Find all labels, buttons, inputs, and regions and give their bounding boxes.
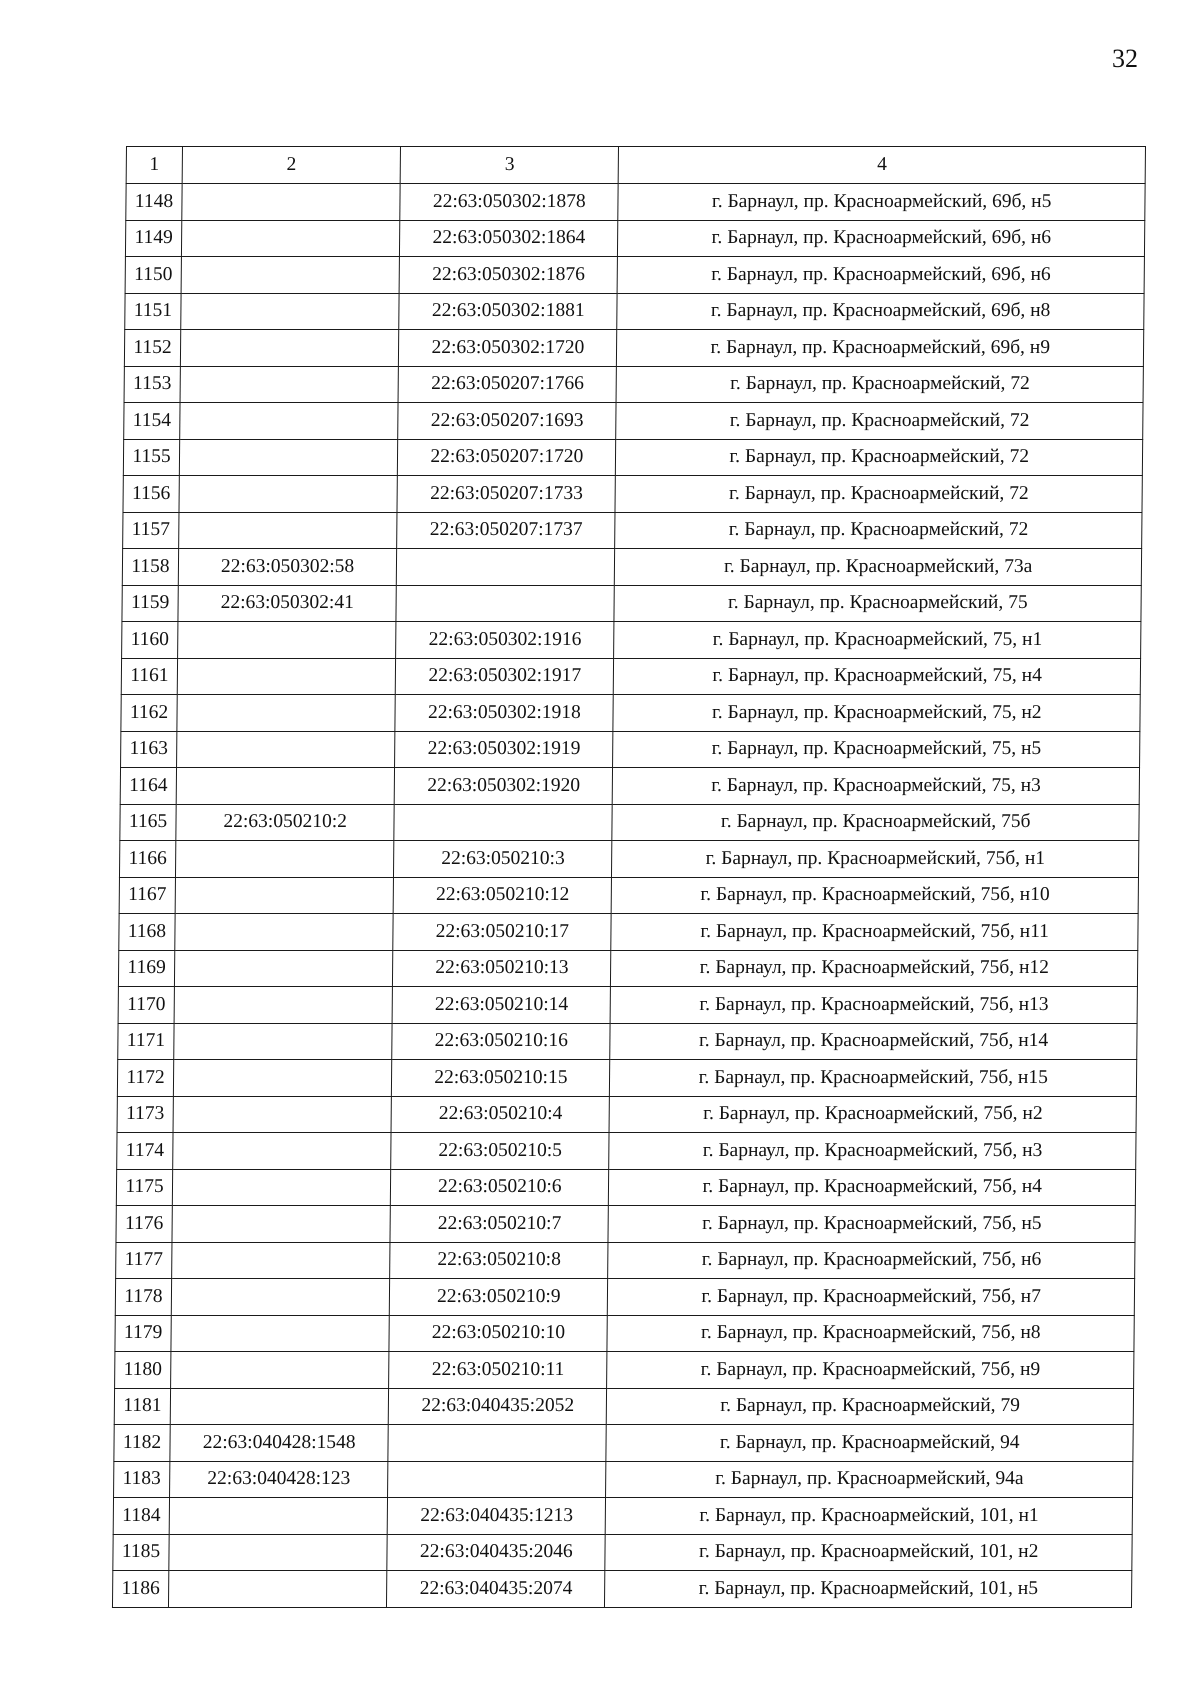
row-number-cell: 1186	[112, 1571, 168, 1608]
table-row	[119, 914, 1138, 951]
row-number-cell: 1179	[115, 1315, 171, 1352]
object-cadastral-number-cell: 22:63:050210:9	[390, 1279, 609, 1316]
object-cadastral-number-cell: 22:63:050210:7	[390, 1206, 609, 1243]
address-cell: г. Барнаул, пр. Красноармейский, 73а	[615, 549, 1142, 586]
table-row	[118, 950, 1137, 987]
parcel-cadastral-number-cell	[174, 1023, 393, 1060]
table-row	[114, 1388, 1133, 1425]
address-cell: г. Барнаул, пр. Красноармейский, 75б, н8	[607, 1315, 1134, 1352]
object-cadastral-number-cell	[397, 549, 616, 586]
table-row	[115, 1279, 1134, 1316]
object-cadastral-number-cell	[388, 1425, 607, 1462]
address-cell: г. Барнаул, пр. Красноармейский, 75б	[612, 804, 1139, 841]
parcel-cadastral-number-cell	[179, 512, 398, 549]
column-header-1: 1	[126, 147, 182, 184]
row-number-cell: 1157	[123, 512, 179, 549]
table-row	[119, 841, 1138, 878]
parcel-cadastral-number-cell	[180, 330, 399, 367]
parcel-cadastral-number-cell	[169, 1534, 388, 1571]
address-cell: г. Барнаул, пр. Красноармейский, 75, н5	[613, 731, 1140, 768]
table-row	[112, 1571, 1131, 1608]
parcel-cadastral-number-cell	[171, 1315, 390, 1352]
row-number-cell: 1158	[122, 549, 178, 586]
address-cell: г. Барнаул, пр. Красноармейский, 75	[614, 585, 1141, 622]
row-number-cell: 1150	[125, 257, 181, 294]
table-row	[117, 1060, 1136, 1097]
parcel-cadastral-number-cell: 22:63:040428:1548	[170, 1425, 389, 1462]
address-cell: г. Барнаул, пр. Красноармейский, 101, н5	[605, 1571, 1132, 1608]
address-cell: г. Барнаул, пр. Красноармейский, 75б, н2	[609, 1096, 1136, 1133]
table-row	[121, 731, 1140, 768]
object-cadastral-number-cell: 22:63:050302:1878	[400, 184, 619, 221]
parcel-cadastral-number-cell	[181, 220, 400, 257]
parcel-cadastral-number-cell	[182, 184, 401, 221]
object-cadastral-number-cell: 22:63:050302:1918	[395, 695, 614, 732]
table-row	[122, 585, 1141, 622]
parcel-cadastral-number-cell	[173, 1060, 392, 1097]
table-row	[117, 1133, 1136, 1170]
address-cell: г. Барнаул, пр. Красноармейский, 75б, н13	[611, 987, 1138, 1024]
address-cell: г. Барнаул, пр. Красноармейский, 69б, н6	[618, 220, 1145, 257]
row-number-cell: 1177	[116, 1242, 172, 1279]
parcel-cadastral-number-cell: 22:63:050302:41	[178, 585, 397, 622]
address-cell: г. Барнаул, пр. Красноармейский, 69б, н8	[617, 293, 1144, 330]
table-row	[114, 1425, 1133, 1462]
row-number-cell: 1168	[119, 914, 175, 951]
parcel-cadastral-number-cell	[179, 439, 398, 476]
table-row	[115, 1315, 1134, 1352]
parcel-cadastral-number-cell	[180, 403, 399, 440]
row-number-cell: 1172	[117, 1060, 173, 1097]
row-number-cell: 1151	[125, 293, 181, 330]
table-row	[118, 987, 1137, 1024]
row-number-cell: 1180	[115, 1352, 171, 1389]
object-cadastral-number-cell: 22:63:050207:1733	[397, 476, 616, 513]
object-cadastral-number-cell	[396, 585, 615, 622]
table-row	[116, 1206, 1135, 1243]
parcel-cadastral-number-cell: 22:63:050302:58	[178, 549, 397, 586]
object-cadastral-number-cell: 22:63:050207:1737	[397, 512, 616, 549]
column-header-2: 2	[182, 147, 401, 184]
object-cadastral-number-cell: 22:63:040435:2046	[387, 1534, 606, 1571]
row-number-cell: 1185	[113, 1534, 169, 1571]
object-cadastral-number-cell: 22:63:050210:4	[391, 1096, 610, 1133]
address-cell: г. Барнаул, пр. Красноармейский, 75б, н11	[611, 914, 1138, 951]
address-cell: г. Барнаул, пр. Красноармейский, 75б, н14	[610, 1023, 1137, 1060]
table-row	[120, 768, 1139, 805]
row-number-cell: 1176	[116, 1206, 172, 1243]
address-cell: г. Барнаул, пр. Красноармейский, 72	[615, 512, 1142, 549]
address-cell: г. Барнаул, пр. Красноармейский, 101, н2	[605, 1534, 1132, 1571]
row-number-cell: 1154	[124, 403, 180, 440]
object-cadastral-number-cell: 22:63:050210:11	[389, 1352, 608, 1389]
object-cadastral-number-cell: 22:63:050210:5	[391, 1133, 610, 1170]
parcel-cadastral-number-cell	[181, 257, 400, 294]
address-cell: г. Барнаул, пр. Красноармейский, 75, н2	[613, 695, 1140, 732]
object-cadastral-number-cell: 22:63:050302:1916	[396, 622, 615, 659]
parcel-cadastral-number-cell	[180, 366, 399, 403]
row-number-cell: 1164	[120, 768, 176, 805]
row-number-cell: 1167	[119, 877, 175, 914]
parcel-cadastral-number-cell	[176, 841, 395, 878]
address-cell: г. Барнаул, пр. Красноармейский, 94	[606, 1425, 1133, 1462]
table-row	[125, 220, 1144, 257]
row-number-cell: 1165	[120, 804, 176, 841]
row-number-cell: 1182	[114, 1425, 170, 1462]
parcel-cadastral-number-cell	[172, 1206, 391, 1243]
parcel-cadastral-number-cell	[176, 768, 395, 805]
table-row	[113, 1498, 1132, 1535]
address-cell: г. Барнаул, пр. Красноармейский, 75б, н10	[612, 877, 1139, 914]
object-cadastral-number-cell	[388, 1461, 607, 1498]
parcel-cadastral-number-cell	[179, 476, 398, 513]
object-cadastral-number-cell: 22:63:050210:8	[390, 1242, 609, 1279]
row-number-cell: 1153	[124, 366, 180, 403]
address-cell: г. Барнаул, пр. Красноармейский, 69б, н5	[618, 184, 1145, 221]
address-cell: г. Барнаул, пр. Красноармейский, 94а	[606, 1461, 1133, 1498]
parcel-cadastral-number-cell: 22:63:040428:123	[170, 1461, 389, 1498]
row-number-cell: 1166	[119, 841, 175, 878]
address-cell: г. Барнаул, пр. Красноармейский, 75б, н4	[609, 1169, 1136, 1206]
object-cadastral-number-cell: 22:63:050210:6	[391, 1169, 610, 1206]
parcel-cadastral-number-cell	[177, 658, 396, 695]
object-cadastral-number-cell: 22:63:040435:2052	[388, 1388, 607, 1425]
address-cell: г. Барнаул, пр. Красноармейский, 75, н1	[614, 622, 1141, 659]
address-cell: г. Барнаул, пр. Красноармейский, 75, н3	[613, 768, 1140, 805]
row-number-cell: 1178	[115, 1279, 171, 1316]
row-number-cell: 1156	[123, 476, 179, 513]
address-cell: г. Барнаул, пр. Красноармейский, 72	[615, 476, 1142, 513]
object-cadastral-number-cell: 22:63:040435:2074	[387, 1571, 606, 1608]
parcel-cadastral-number-cell	[173, 1096, 392, 1133]
address-cell: г. Барнаул, пр. Красноармейский, 69б, н6	[618, 257, 1145, 294]
table-row	[113, 1534, 1132, 1571]
address-cell: г. Барнаул, пр. Красноармейский, 72	[616, 366, 1143, 403]
object-cadastral-number-cell: 22:63:050302:1920	[394, 768, 613, 805]
parcel-cadastral-number-cell	[177, 731, 396, 768]
object-cadastral-number-cell	[394, 804, 613, 841]
address-cell: г. Барнаул, пр. Красноармейский, 69б, н9	[617, 330, 1144, 367]
column-header-3: 3	[400, 147, 619, 184]
table-row	[118, 1023, 1137, 1060]
parcel-cadastral-number-cell	[172, 1169, 391, 1206]
object-cadastral-number-cell: 22:63:050210:16	[392, 1023, 611, 1060]
object-cadastral-number-cell: 22:63:050207:1693	[398, 403, 617, 440]
object-cadastral-number-cell: 22:63:050302:1720	[399, 330, 618, 367]
address-cell: г. Барнаул, пр. Красноармейский, 75, н4	[614, 658, 1141, 695]
parcel-cadastral-number-cell	[171, 1352, 390, 1389]
table-row	[125, 293, 1144, 330]
row-number-cell: 1148	[126, 184, 182, 221]
parcel-cadastral-number-cell	[169, 1571, 388, 1608]
object-cadastral-number-cell: 22:63:050210:14	[392, 987, 611, 1024]
table-row	[124, 366, 1143, 403]
object-cadastral-number-cell: 22:63:050210:13	[393, 950, 612, 987]
address-cell: г. Барнаул, пр. Красноармейский, 72	[616, 439, 1143, 476]
object-cadastral-number-cell: 22:63:050207:1766	[398, 366, 617, 403]
table-row	[119, 877, 1138, 914]
object-cadastral-number-cell: 22:63:050302:1917	[395, 658, 614, 695]
object-cadastral-number-cell: 22:63:050210:3	[394, 841, 613, 878]
row-number-cell: 1184	[113, 1498, 169, 1535]
parcel-cadastral-number-cell	[177, 695, 396, 732]
table-row	[120, 804, 1139, 841]
table-body	[112, 184, 1145, 1608]
row-number-cell: 1159	[122, 585, 178, 622]
parcel-cadastral-number-cell	[172, 1242, 391, 1279]
object-cadastral-number-cell: 22:63:050210:12	[393, 877, 612, 914]
object-cadastral-number-cell: 22:63:050210:10	[389, 1315, 608, 1352]
address-cell: г. Барнаул, пр. Красноармейский, 75б, н5	[608, 1206, 1135, 1243]
row-number-cell: 1160	[122, 622, 178, 659]
address-cell: г. Барнаул, пр. Красноармейский, 75б, н9	[607, 1352, 1134, 1389]
row-number-cell: 1149	[125, 220, 181, 257]
object-cadastral-number-cell: 22:63:050210:15	[392, 1060, 611, 1097]
parcel-cadastral-number-cell	[178, 622, 397, 659]
object-cadastral-number-cell: 22:63:050207:1720	[398, 439, 617, 476]
column-header-4: 4	[619, 147, 1146, 184]
table-row	[124, 403, 1143, 440]
row-number-cell: 1163	[121, 731, 177, 768]
row-number-cell: 1183	[114, 1461, 170, 1498]
table-row	[122, 622, 1141, 659]
parcel-cadastral-number-cell	[170, 1388, 389, 1425]
table-row	[116, 1169, 1135, 1206]
row-number-cell: 1169	[118, 950, 174, 987]
row-number-cell: 1162	[121, 695, 177, 732]
row-number-cell: 1171	[118, 1023, 174, 1060]
table-row	[123, 439, 1142, 476]
address-cell: г. Барнаул, пр. Красноармейский, 75б, н1	[612, 841, 1139, 878]
address-cell: г. Барнаул, пр. Красноармейский, 75б, н7	[608, 1279, 1135, 1316]
row-number-cell: 1170	[118, 987, 174, 1024]
parcel-cadastral-number-cell	[169, 1498, 388, 1535]
table-row	[123, 476, 1142, 513]
row-number-cell: 1161	[121, 658, 177, 695]
parcel-cadastral-number-cell	[175, 914, 394, 951]
address-cell: г. Барнаул, пр. Красноармейский, 75б, н12	[611, 950, 1138, 987]
page-number: 32	[1112, 44, 1138, 73]
address-cell: г. Барнаул, пр. Красноармейский, 101, н1	[606, 1498, 1133, 1535]
object-cadastral-number-cell: 22:63:050302:1919	[395, 731, 614, 768]
address-cell: г. Барнаул, пр. Красноармейский, 75б, н3	[609, 1133, 1136, 1170]
table-row	[126, 184, 1145, 221]
table-row	[117, 1096, 1136, 1133]
row-number-cell: 1173	[117, 1096, 173, 1133]
parcel-cadastral-number-cell	[174, 950, 393, 987]
table-row	[124, 330, 1143, 367]
parcel-cadastral-number-cell	[171, 1279, 390, 1316]
row-number-cell: 1181	[114, 1388, 170, 1425]
row-number-cell: 1155	[123, 439, 179, 476]
parcel-cadastral-number-cell	[175, 877, 394, 914]
table-row	[121, 695, 1140, 732]
object-cadastral-number-cell: 22:63:040435:1213	[387, 1498, 606, 1535]
row-number-cell: 1174	[117, 1133, 173, 1170]
table-row	[121, 658, 1140, 695]
object-cadastral-number-cell: 22:63:050302:1864	[400, 220, 619, 257]
table-row	[123, 512, 1142, 549]
table-row	[125, 257, 1144, 294]
address-cell: г. Барнаул, пр. Красноармейский, 75б, н6	[608, 1242, 1135, 1279]
table-row	[122, 549, 1141, 586]
object-cadastral-number-cell: 22:63:050302:1881	[399, 293, 618, 330]
row-number-cell: 1152	[124, 330, 180, 367]
parcel-cadastral-number-cell	[173, 1133, 392, 1170]
address-cell: г. Барнаул, пр. Красноармейский, 72	[616, 403, 1143, 440]
header-row	[126, 147, 1145, 184]
address-cell: г. Барнаул, пр. Красноармейский, 79	[607, 1388, 1134, 1425]
register-table	[112, 146, 1146, 1608]
table-row	[114, 1461, 1133, 1498]
object-cadastral-number-cell: 22:63:050210:17	[393, 914, 612, 951]
table-row	[115, 1352, 1134, 1389]
parcel-cadastral-number-cell: 22:63:050210:2	[176, 804, 395, 841]
parcel-cadastral-number-cell	[181, 293, 400, 330]
row-number-cell: 1175	[116, 1169, 172, 1206]
table-row	[116, 1242, 1135, 1279]
parcel-cadastral-number-cell	[174, 987, 393, 1024]
object-cadastral-number-cell: 22:63:050302:1876	[399, 257, 618, 294]
address-cell: г. Барнаул, пр. Красноармейский, 75б, н15	[610, 1060, 1137, 1097]
